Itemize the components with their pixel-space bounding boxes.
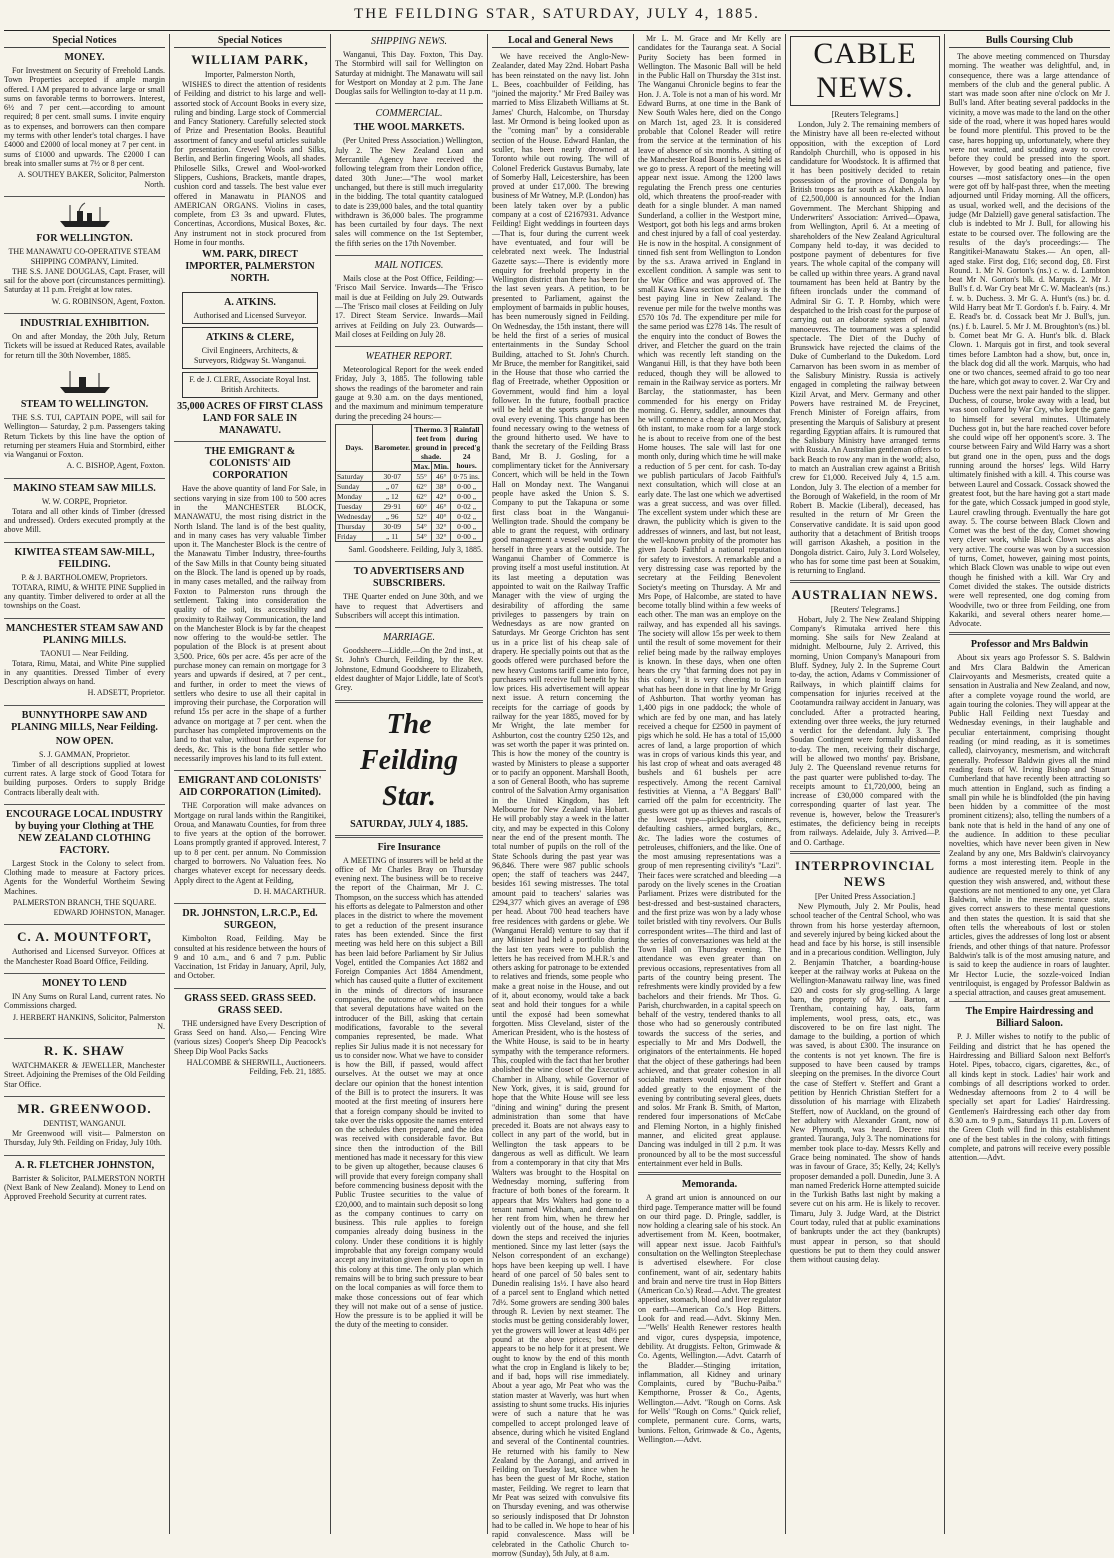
- clere-box: [182, 327, 318, 369]
- notice-title: DR. JOHNSTON, L.R.C.P., Ed. SURGEON,: [182, 908, 318, 932]
- divider: [174, 903, 326, 904]
- divider: [790, 580, 940, 583]
- table-cell: 30·09: [373, 521, 412, 531]
- section-body: Meteorological Report for the week ended Friday, July 3, 1885. The following table shows the readings of the barometer and rain gauge at 9.30 a.m. on the days mentioned, and the maximum and minimum temperature during the preceding 24 hours:—: [335, 365, 483, 421]
- steamer-illustration: [4, 367, 165, 395]
- table-cell: 42°: [432, 491, 451, 501]
- mountfort-notice: [4, 929, 165, 966]
- section-title: COMMERCIAL.: [375, 108, 443, 120]
- notice-body: Largest Stock in the Colony to select from. Clothing made to measure at Factory prices. Agents for the Wonderful Wortheim Sewing Machines.: [4, 858, 165, 896]
- park-notice: [174, 52, 326, 285]
- table-cell: 0·02 „: [451, 511, 483, 521]
- table-cell: 30·07: [373, 471, 412, 481]
- notice-signature: EDWARD JOHNSTON, Manager.: [53, 908, 165, 918]
- table-row: [336, 481, 483, 491]
- notice-title: MONEY TO LEND: [42, 977, 127, 989]
- table-cell: „ 11: [373, 531, 412, 541]
- notice-body: WISHES to direct the attention of residents of Feilding and district to his large and well-assorted stock of Account Books in every size, ruling and binding. Large stock of Commercial and Fancy Stationery. Carefully selected stock of Prize and Presentation Books. Beautiful assortment of fancy and useful articles suitable for presentation. Crewel Wools and Silks, Berlin, and Berlin fingering Wools, all shades. Philoselle Silks, Crewel and Wool-worked Slippers, Cushions, Brackets, mantle drapes, cushion cord and tassels. The best value ever offered in Manawatu in PIANOS and AMERICAN ORGANS. Violins in cases, complete, from £3 3s and upward. Flutes, Concertinas, Accordions, Musical Boxes, &c. Any instrument not in stock procured from Home in four months.: [174, 80, 326, 248]
- cable-news-banner: CABLE NEWS.: [790, 36, 940, 106]
- column-6: [786, 34, 944, 1534]
- column-2: [170, 34, 330, 1534]
- notice-title: C. A. MOUNTFORT,: [17, 929, 152, 945]
- divider: [4, 973, 165, 974]
- divider: [335, 700, 483, 703]
- section-title: Memoranda.: [681, 1179, 738, 1191]
- table-cell: Sunday: [336, 481, 373, 491]
- section-title: The Empire Hairdressing and Billiard Saloon.: [965, 1006, 1094, 1030]
- section-subtitle: [Reuters Telegrams.]: [831, 110, 899, 119]
- notice-title: WILLIAM PARK,: [191, 52, 309, 67]
- table-subheader: Min.: [433, 461, 449, 471]
- table-cell: 55°: [412, 471, 432, 481]
- banner-date: SATURDAY, JULY 4, 1885.: [350, 818, 468, 830]
- divider: [949, 1001, 1110, 1002]
- table-cell: 52°: [412, 511, 432, 521]
- column-heading: Special Notices: [4, 34, 165, 48]
- section-title: Professor and Mrs Baldwin: [970, 639, 1089, 651]
- marriage-notice: [335, 632, 483, 692]
- divider: [335, 627, 483, 628]
- notice-subtitle: Authorised and Licensed Surveyor.: [193, 311, 307, 321]
- notice-title: GRASS SEED. GRASS SEED. GRASS SEED.: [184, 992, 316, 1016]
- manchester-notice: [4, 623, 165, 698]
- money-notice: [4, 52, 165, 189]
- masthead-rule: [4, 30, 1110, 31]
- column-heading: Special Notices: [174, 34, 326, 48]
- section-signature: Saml. Goodsheere. Feilding, July 3, 1885.: [348, 544, 483, 554]
- notice-subtitle: Importer, Palmerston North,: [204, 70, 296, 79]
- notice-title: MAKINO STEAM SAW MILLS.: [13, 482, 156, 494]
- divider: [638, 1172, 781, 1175]
- table-cell: Friday: [336, 531, 373, 541]
- section-title: Fire Insurance: [377, 841, 441, 853]
- clothing-notice: [4, 809, 165, 917]
- table-cell: 40°: [432, 511, 451, 521]
- divider: [174, 441, 326, 442]
- notice-subtitle: THE MANAWATU CO-OPERATIVE STEAM SHIPPING COMPANY, Limited.: [8, 246, 161, 266]
- table-cell: 0·00 „: [451, 491, 483, 501]
- clere-sign-box: [182, 372, 318, 398]
- section-body: About six years ago Professor S. S. Baldwin and Mrs Clara Baldwin the American Clairvoyants and Mesmerists, created quite a sensation in Australia and New Zealand, and now, after a complete voyage round the world, are again touring the colonies. They will appear at the Public Hall Feilding next Tuesday and Wednesday evenings, in their laughable and peculiar entertainment, comprising thought reading (or mind reading, as it is sometimes called), clairvoyancy, mesmerism, and witchcraft generally. Professor Baldwin gives all the mind reading feats of W. Irving Bishop and Stuart Cumberland that have recently been attracting so much attention in England, such as finding a small pin while he is blindfolded (the pin having been hidden by a committee of the most prominent citizens); also, telling the numbers of a bank note that is held in the hand of any one of the audience. In addition to these peculiar novelties, which have never been given in New Zealand by any one, Mrs Baldwin's clairvoyancy forms a most interesting item. People in the audience are requested merely to think of any question they wish answered, and, without these questions are not mentioned to any one, yet Clara Baldwin, while in the mesmeric trance state, gives correct answers to these mental questions and then states the question. It is said that she often tells the whereabouts of lost or stolen articles, gives the addresses of long lost or absent friends, and other things of that nature. Professor Baldwin's talk is of the most amusing nature, and is said to keep the audience in roars of laughter. Mr Hector Lucie, the sozzle-voiced Indian ventriloquist, is engaged by Professor Baldwin as a special attraction, and causes great amusement.: [949, 653, 1110, 998]
- bunnythorpe-notice: [4, 710, 165, 797]
- notice-body: On and after Monday, the 20th July, Return Tickets will be issued at Reduced Rates, available for return till the 30th November, 1885.: [4, 332, 165, 360]
- notice-body: IN Any Sums on Rural Land, current rates. No Commissions charged.: [4, 991, 165, 1011]
- table-header: Thermo. 3 feet from ground in shade.: [412, 424, 451, 461]
- section-body: New Plymouth, July 2. Mr Poulis, head school teacher of the Central School, who was thrown from his horse yesterday afternoon, and severely injured by being kicked about the head and face by his horse, is still insensible and in a precarious condition. Wellington, July 2. Benjamin Thatcher, a boarding-house keeper at the railway works at Pukeaa on the Wellington-Manawatu railway line, was fined £20 and costs for sly grog-selling. A large barn, the property of Mr J. Barton, at Trentham, containing hay, oats, farm implements, wool press, oats, etc., was discovered to be on fire last night. The damage to the building, a portion of which was saved, is about £300. The insurance on the contents is not yet known. The fire is supposed to have been caused by tramps sleeping on the premises. In the divorce Court the case of Steffert v. Steffert and Grant a petition by Henrich Christian Steffert for a dissolution of his marriage with Elizabeth Steffert, now of Auckland, on the ground of her adultery with Alexander Grant, now of New Plymouth, was heard. Decree nisi granted. Tauranga, July 3. The nominations for member took place to-day. Messrs Kelly and Grace being nominated. The show of hands was in favour of Grace, 35; Kelly, 24; Kelly's proposer demanded a poll. Dunedin, June 3. A man named Frederick Horne attempted suicide in the Turkish Baths last night by making a severe cut on his arm. He is likely to recover. Timaru, July 3. Judge Ward, at the District Court today, ruled that at public examinations of bankrupts under the act they (bankrupts) must appear in person, so that should questions be put to them they could answer them without causing delay.: [790, 901, 940, 1265]
- notice-subtitle: DENTIST, WANGANUI.: [43, 1119, 126, 1129]
- divider: [335, 346, 483, 347]
- makino-notice: [4, 483, 165, 535]
- section-body: Mails close at the Post Office, Feilding:— 'Frisco Mail Service. Inwards—The 'Frisco mail is due at Feilding on July 29. Outwards—The 'Frisco mail closes at Feilding on July 17. Direct Steam Service. Inwards—Mail arrives at Feilding on July 23. Outwards—Mail closes at Feilding on July 28.: [335, 274, 483, 339]
- table-cell: 62°: [412, 481, 432, 491]
- notice-subtitle: NOW OPEN.: [55, 735, 114, 747]
- shipping-news: [335, 36, 483, 96]
- section-title: MARRIAGE.: [383, 632, 435, 644]
- notice-title: MONEY.: [64, 52, 105, 63]
- table-cell: 38°: [432, 481, 451, 491]
- notice-title: 35,000 ACRES OF FIRST CLASS LAND FOR SALE IN MANAWATU.: [177, 401, 323, 437]
- table-cell: Monday: [336, 491, 373, 501]
- notice-body: Totara, Rimu, Matai, and White Pine supplied in any quantities. Dressed Timber of every Description always on hand.: [4, 658, 165, 687]
- divider: [4, 542, 165, 543]
- divider: [949, 632, 1110, 635]
- table-cell: Wednesday: [337, 511, 372, 521]
- section-body: Hobart, July 2. The New Zealand Shipping Company's Rimutaka arrived here this morning. She sails for New Zealand at midnight. Melbourne, July 2. Arrived, this morning, Union Company's Manapouri from Bluff. Sydney, July 2. In the Supreme Court to-day, the action, Adams v Commissioner of Railways, in which plaintiff claims for compensation for injuries received at the Cootamundra railway accident in January, was concluded. After a protracted hearing, extending over three weeks, the jury returned a verdict for the defendant. July 3. The Soudan Contingent were formally disbanded to-day. The men, receiving their discharge, will be allowed two months' pay. Brisbane, July 2. The Queensland revenue returns for the past quarter were published to-day. The receipts amount to £1,720,000, being an increase of £30,000 compared with the corresponding quarter of last year. The revenue is, however, below the Treasurer's estimates, the deficiency being in receipts from railways. Adelaide, July 3. Arrived—P. and O. Carthage.: [790, 614, 940, 847]
- notice-signature: H. ADSETT, Proprietor.: [87, 688, 165, 698]
- table-cell: 32°: [432, 521, 451, 531]
- section-title: MAIL NOTICES.: [374, 260, 444, 272]
- grass-seed-notice: [174, 993, 326, 1077]
- notice-body: Mr Greenwood will visit— Palmerston on Thursday, July 9th. Feilding on Friday, July 10th.: [4, 1129, 165, 1148]
- table-subheader: Max.: [413, 461, 430, 471]
- commercial-section: [335, 108, 483, 248]
- column-4: [488, 34, 633, 1558]
- column-5: [634, 34, 785, 1534]
- page-masthead: THE FEILDING STAR, SATURDAY, JULY 4, 1885.: [354, 6, 760, 22]
- table-cell: Thursday: [336, 521, 373, 531]
- news-body: Mr L. M. Grace and Mr Kelly are candidates for the Tauranga seat. A Social Purity Society has been formed in Wellington. The Masonic Ball will be held in the Public Hall on Thursday the 31st inst. The Wanganui Chronicle begins to fear the Hon. J. A. Tole is not a man of his word. Mr Edward Burns, at one time in the Bank of New South Wales here, died on the Congo on March 1st, aged 23. It is considered probable that Colonel Reader will retire from the service at the termination of his leave of absence of six months. A sitting of the Manchester Road Board is being held as we go to press. A report of the meeting will appear next issue. Among the 1200 laws regulating the French press one centuries old, which threatens the proof-reader with death for a single blunder. A man named Sunderland, a collier in the Westport mine, Westport, got both his legs and arms broken and chest injured by a fall of coal yesterday. He is now in the hospital. A consignment of tinned fish sent from Wellington to London by the s.s. Arawa arrived in England in excellent condition. A sample was sent to the War Office and was approved of. The small Kawa Kawa section of railway is the best paying line in New Zealand. The revenue per mile for the twelve months was £570 10s 7d. The expenditure per mile for the same period was £278 14s. The result of the enquiry into the conduct of Bowes the driver, and Fletcher the guard on the train which was recently left standing on the Wanganui Hill, is that they have both been reduced, though they will be allowed to remain in the Railway service as porters. Mr Barclay, the stationmaster, has been commended for his energy on Friday morning. G. Henry, saddler, announces that he will commence a cheap sale on Monday, 6th instant, to make room for a large stock he is about to receive from one of the best Home houses. The sale will last for one month only, during which time he will make a reduction of 5 per cent. for cash. To-day we publish particulars of Jacob Faithful's next consultation, which will close at an early date. The last one which we advertised was a great success, and was over filled. The excellent system under which these are drawn, the publicity which is given to the addresses of winners, and last, but not least, the well-known probity of the promoter has given Jacob Faithful a national reputation for safety to investors. A remarkable and a very distressing case was reported by the secretary at the Feilding Benevolent Society's meeting on Thursday. A Mr and Mrs Pope, of Halcombe, are stated to have become totally blind within a few weeks of each other. The man was an employe on the railway, and has expended all his savings. The society will allow 15s per week to them until the result of some movement for their relief being made by the railway employes is known. In these days, when one often hears the cry "that farming does not pay in this colony," it is very cheering to learn what has been done in that line by Mr Grigg of Ashburton. That worthy yeoman has 1,400 pigs in one paddock; the whole of which are fed by one man, and has lately received a cheque for £2500 in payment of pigs which he sold. He has a total of 15,000 acres of land, a large proportion of which was in crops of various kinds this year, and his last crop of wheat and oats averaged 48 bushels and 61 bushels per acre respectively. Among the recent Carnival festivities at Vienna, a "A Beggars' Ball" carried off the palm for eccentricity. The guests were got up as thieves and rascals of the lowest type—pickpockets, coiners, defaulting cashiers, armed burglars, &c., &c. The ladies wore the costumes of petroleuses, chiffoniers, and the like. One of the most amusing representations was a group of men representing civility's "Lazi". Their faces were scratched and bleeding —a parody on the lively scenes in the Croatian Parliament. Prizes were distributed for the best-dressed and best-sustained characters, and the first prize was won by a lady whose toilet bristled with tiny revolvers. Our Bulls correspondent writes—The third and last of the series of conversaziones was held at the Town Hall on Thursday evening. The attendance was even greater than on previous occasions, representatives from all parts of the country being present. The refreshments were kindly provided by a few bachelors and their friends. Mr Thos. G. Parish, churchwarden, in a capital speech on behalf of the vestry, tendered thanks to all those who had so generously contributed towards the success of the series, and especially to Mr and Mrs Dodwell, the originators of the entertainments. He hoped that the object of these gatherings had been achieved, and that greater cohesion in all sociable matters would ensue. The choir added greatly to the enjoyment of the evening by contributing several glees, duets and solos. Mr Frank B. Smith, of Marton, rendered four impersonations of McCabe and Fleming Norton, in a highly finished manner, and elicited great applause. Dancing was indulged in till 2 p.m. It was pronounced by all to be the most successful entertainment ever held in Bulls.: [638, 34, 781, 1168]
- notice-body: THE S.S. JANE DOUGLAS, Capt. Fraser, will sail for the above port (circumstances permitting). Saturday at 11 p.m. Freight at low rates.: [4, 266, 165, 295]
- news-body: We have received the Anglo-New-Zealander, dated May 22nd. Hobart Pasha has been reinstated on the navy list. John L. Bees, coachbuilder of Feilding, has "joined the majority." Mr Fred Bailey was married to Miss Elizabeth Williams at St. James' Church, Halcombe, on Thursday last. Mr Ormond is being looked upon as the "coming man" by a considerable section of the House. Edward Hanlan, the sculler, has been nearly drowned at Toronto while out rowing. The will of Colonel Frederick Gustavus Burnaby, late of Somerby Hall, Leicestershire, has been proved at under £17,000. The brewing business of Mr Watney, M.P. (London) has been lately taken over by a public company at a cost of £2167931. Advance Feilding! Eight weddings in fourteen days—That is, four during the current week have eventuated, and four will be celebrated next week. The Industrial Gazette says:—There is evidently more enquiry for freehold property in the Wellington district than there has been for the last seven years. A petition, to be presented to Parliament, against the employment of barmaids in public houses, has been numerously signed in Feilding. On Wednesday, the 15th instant, there will be held the first of a series of musical entertainments in the Sunday School Building, attached to St. John's Church. Mr Bruce, the member for Rangitikei, said in the House that those who carried the flag of Freetrade, whether Opposition or Government, would find him a loyal follower. In the future, football practice will be held at the sports ground on the oval every evening. This change has been found necessary owing to the wetness of the ground hitherto used. We have to thank the secretary of the Feilding Brass Band, Mr B. J. Gosling, for a complimentary ticket for the Anniversary Concert, which will be held in the Town Hall on Monday next. The Wanganui people have asked the Union S. S. Company to put the Takapuna or some first class boat in the Wanganui-Wellington trade. Should the company be able to grant the request, with ordinary good management a vessel would pay for herself in three years at the outside. The Wanganui Chamber of Commerce is proving itself a most useful institution. At its last meeting a deputation was appointed to wait on the Railway Traffic Manager with the view of urging the desirability of affording the same privileges to passengers by train on Wednesdays as are now granted on Saturdays. Mr George Crichton has sent us in a price list of his cheap sale of drapery. He specially points out that as the goods offered were purchased before the new heavy Customs tariff came into force, purchasers will receive full benefit by his low prices. His advertisement will appear next issue. A return concerning the receipts for the carriage of goods by railway for the year 1885, moved for by Mr Wright, the late member for Ashburton, cost the country £250 12s, and was set worth the paper it was printed on. This is how the money of the country is wasted by Ministers to please a supporter or to pacify an opponent. Marshall Booth, a son of General Booth, who has supreme control of the Salvation Army organisation in the United Kingdom, has left Melbourne for New Zealand via Hobart. He will probably stay a week in the latter city, and may be expected in this Colony near the end of the present month. The total number of pupils on the roll of the State Schools during the past year was 96,846. There were 987 public schools open; the staff of teachers was 2447, besides 161 sewing mistresses. The total amount paid to teachers' salaries was £294,377 which gives an average of £98 per head. About 700 head teachers have free residences with gardens or glebe. We (Wanganui Herald) venture to say that if any Minister had held a portfolio during the last ten years were to publish the letters he has received from M.H.R.'s and others asking for patronage to be extended to relatives and friends, some people who make a great noise in the House, and out of it, about economy, would take a back seat and hold their tongues for a while until the exposé had been somewhat forgotten. Miss Cleveland, sister of the American President, who is the hostess of the White House, is said to be in hearty sympathy with the temperance reformers. This, coupled with the fact that her brother abolished the wine closet of the Executive Chamber in Albany, while Governor of New York, gives, it is said, ground for hope that the White House will see less "dining and wining" during the present administration than some that have preceded it. Boats are not always easy to collect in any part of the world, but in Wellington the task appears to be dangerous as well as difficult. We learn from a contemporary in that city that Mrs Walters was brought to the Hospital on Wednesday morning, suffering from fracture of both bones of the forearm. It appears that Mrs Walters had gone to a tenant named Wickham, and demanded her rent from him, when he threw her violently out of the house, and she fell down the steps and received the injuries mentioned. Since my last letter (says the Nelson correspondent of an exchange) hops have been keeping up well. I have heard of one parcel of 50 bales sent to Dunedin realising 1s½. I have also heard of a parcel sent to England which netted 7d½. Some growers are sending 300 bales through R. Levien by next steamer. The stocks must be getting considerably lower, yet the growers will lower at least 4d½ per pound at the above prices; but there appears to be no help for it at present. We ought to know by the end of this month what the crop in England is likely to be; and if bad, hops will rise immediately. About a year ago, Mr Peat who was the station master at Waverly, was hurt when assisting to shunt some trucks. His injuries were of such a nature that he was compelled to accept prolonged leave of absence, during which he visited England and several of the Continental countries. He returned with his family to New Zealand by the Aorangi, and arrived in Feilding on Tuesday last, since when he has been the guest of Mr Roche, station master, Feilding. We regret to learn that Mr Peat was seized with convulsive fits on Thursday evening, and was otherwise so seriously indisposed that Dr Johnston had to be called in. We hope to hear of his rapid convalescence. Mass will be celebrated in the Catholic Church to-morrow (Sunday), 5th July, at 8 a.m.: [492, 52, 629, 1558]
- table-cell: 46°: [432, 471, 451, 481]
- table-cell: 54°: [412, 521, 432, 531]
- kiwitea-notice: [4, 547, 165, 611]
- notice-title: BUNNYTHORPE SAW AND PLANING MILLS, Near Feilding.: [11, 709, 158, 733]
- divider: [4, 804, 165, 805]
- notice-body: Have the above quantity of land For Sale, in sections varying in size from 100 to 500 acres in the MANCHESTER BLOCK, MANAWATU, the most rising district in the North Island. The land is of the best quality, and in many cases has very valuable Timber upon it. The Manchester Block is the centre of the Manawatu Timber Industry, three-fourths of the Saw Mills in that County being situated on the Block. The land is opened up by roads, in many cases metalled, and the railway from Foxton to Palmerston runs through the settlement. Taking into consideration the quality of the soil, its accessibility and proximity to Railway Communication, the land on the Manchester Block is by far the cheapest now offering to the would-be settler. The population of the Block is at present about 3,500. Price, 60s per acre. 45s per acre of the purchase money can remain on mortgage for 3 years and upwards if desired, at 7 per cent., and further, in order to meet the views of settlers who desire to use all their capital in improving their purchase, the Corporation will refund 15s per acre in the shape of a further advance on mortgage at 7 per cent. when the purchaser has completed improvements on the land to that value, without further expense for deeds, &c. This is the bona fide settler who necessarily improves his land to its full extent.: [174, 484, 326, 763]
- notice-subtitle: TAONUI — Near Feilding.: [40, 648, 129, 658]
- notice-title: ATKINS & CLERE,: [206, 332, 294, 344]
- notice-body: Barrister & Solicitor, PALMERSTON NORTH (Next Bank of New Zealand). Money to Lend on Approved Freehold Security at current rates.: [4, 1173, 165, 1202]
- section-title: Bulls Coursing Club: [949, 34, 1110, 48]
- divider: [4, 478, 165, 479]
- notice-subtitle: Civil Engineers, Architects, & Surveyors, Ridgway St. Wanganui.: [193, 346, 307, 366]
- table-header: Barometer.: [373, 424, 412, 471]
- divider: [174, 770, 326, 771]
- table-row: [336, 491, 483, 501]
- table-cell: 0·00 „: [451, 521, 483, 531]
- table-cell: 32°: [432, 531, 451, 541]
- table-row: [336, 531, 483, 541]
- exhibition-notice: [4, 318, 165, 360]
- section-body: A grand art union is announced on our third page. Temperance matter will be found on our third page. D. Pringle, saddler, is now holding a clearing sale of his stock. An advertisement from M. Keen, bootmaker, will appear next issue. Jacob Faithful's consultation on the Wellington Steeplechase is advertised elsewhere. For close confinement, want of air, sedentary habits and brain and nerve tire trust in Hop Bitters (American Co.'s) Read.—Advt. The greatest appetiser, stomach, blood and liver regulator on earth—American Co.'s Hop Bitters. Look for and read.—Advt. Skinny Men.—"Wells' Health Renewer restores health and vigor, cures dyspepsia, impotence, debility. At druggists. Felton, Grimwade & Co. Agents, Wellington.—Advt. Catarrh of the Bladder.—Stinging irritation, inflammation, all Kidney and urinary Complaints, cured by "Buchu-Paiba." Kempthorne, Prosser & Co., Agents, Wellington.—Advt. "Rough on Corns. Ask for Wells' "Rough on Corns." Quick relief, complete, permanent cure. Corns, warts, bunions. Felton, Grimwade & Co., Agents, Wellington.—Advt.: [638, 1193, 781, 1444]
- section-title: INTERPROVINCIAL NEWS: [795, 857, 935, 889]
- notice-body: Timber of all descriptions supplied at lowest current rates. A large stock of Good Totara for building purposes. Orders to supply Bridge Contracts liberally dealt with.: [4, 759, 165, 797]
- notice-subtitle: THE EMIGRANT & COLONISTS' AID CORPORATION: [204, 446, 296, 482]
- column-7: [945, 34, 1114, 1534]
- notice-body: THE undersigned have Every Description of Grass Seed on hand. Also,— Fencing Wire (various sizes) Cooper's Sheep Dip Peacock's Sheep Dip Wool Packs Sacks: [174, 1018, 326, 1056]
- notice-title: R. K. SHAW: [44, 1043, 125, 1059]
- table-cell: 0·00 „: [451, 481, 483, 491]
- atkins-box: [182, 292, 318, 324]
- section-body: The above meeting commenced on Thursday morning. The weather was delightful, and, in consequence, there was a large attendance of members of the club and the general public. A start was made soon after nine o'clock on Mr J. Bull's land. After beating several paddocks in the vicinity, a move was made to the land on the other side of the road, where it was hoped hares would be found more plentiful. This proved to be the case, hares hopping up, unfortunately, where they were not wanted, and scudding away to cover before they could be pressed into the sport. However, by good beating and patience, five courses —most satisfactory ones—in the open were got off by half-past three, when the meeting adjourned until Friday morning. All the officers, as usual, worked well, and the decisions of the judge (Mr Dalziell) gave general satisfaction. The club is indebted to Mr J. Bull, for allowing his estate to be coursed over. The following are the results of the day's proceedings:— The Rangitikei-Manawatu Stakes.— An open, all-aged stake. First dog, £16; second dog, £8. First Round. 1. Mr N. Gorton's (ns.) c. w. d. Lambton beat Mr N. Gorton's blk. d. Marquis. 2. Mr J. Bull's f. d. War Cry beat Mr C. W. Maclean's (ns.) f. w. b. Duchess. 3. Mr G. A. Hunt's (ns.) br. d. Wild Harry beat Mr T. Gordon's f. b. Fairy. 4. Mr E. Read's br. d. Cossack beat Mr J. Bull's, jun. (ns.) f. b. Laurel. 5. Mr J. M. Broughton's (ns.) bl. b. Comet beat Mr G. A. Hunt's blk. d. Black Clown. 1. Marquis got in first, and took several times before Lambton had a show, but, once in, the black dog did all the work. Marquis, who had one or two chances, seemed afraid to go too near the hare, which got away to cover. 2. War Cry and Duchess were the next pair handed to the slipper. Duchess, of course, broke away with a lead, but was soon collared by War Cry, who kept the game to himself for several minutes. Ultimately Duchess got in, but the hare reached cover before she could wipe off her opponent's score. 3. The course between Fairy and Wild Harry was a short but grand one in the open, puss and the dogs running around the horses' legs. Wild Harry ultimately finished with a kill. 4. This course was between Laurel and Cossack. Cossack showed the greatest foot, but the hare having got a start made for the gate, which Cossack jumped in good style, Laurel crawling through. Eventually the hare got away. 5. The course between Black Clown and Comet was the best of the day, Comet showing very clever work, while Black Clown was also very active. The course was won by a succession of turns, Comet, however, gaining most points, which Black Clown was unable to wipe out even though he finished with a kill. War Cry and Comet divided the stakes. The outside districts were well represented, one dog coming from Woodville, two or three from Feilding, one from Kakariki, and several others nearer home.—Advocate.: [949, 52, 1110, 629]
- notice-body: Authorised and Licensed Surveyor. Offices at the Manchester Road Board Office, Feilding.: [4, 947, 165, 966]
- table-row: [336, 511, 483, 521]
- shaw-notice: [4, 1043, 165, 1089]
- divider: [4, 618, 165, 619]
- notice-body: THE S.S. TUI, CAPTAIN POPE, will sail for Wellington— Saturday, 2 p.m. Passengers taking Return Tickets by this line have the option of returning per steamers Huia and Stormbird, either via Wanganui or Foxton.: [4, 412, 165, 460]
- notice-signature: A. SOUTHEY BAKER, Solicitor, Palmerston North.: [17, 170, 165, 189]
- column-3: [331, 34, 487, 1534]
- table-cell: Tuesday: [336, 501, 373, 511]
- notice-signature: F. de J. CLERE, Associate Royal Inst. British Architects.: [189, 375, 311, 395]
- mail-notices: [335, 260, 483, 339]
- notice-title: A. ATKINS.: [224, 297, 276, 309]
- column-heading: Local and General News: [492, 34, 629, 48]
- divider: [335, 561, 483, 562]
- section-body: Goodsheere—Liddle.—On the 2nd inst., at St. John's Church, Feilding, by the Rev. Johnstone, Edmund Goodsheere to Elizabeth, eldest daughter of Major Liddle, late of Scot's Grey.: [335, 646, 483, 693]
- table-cell: „ 07: [373, 481, 412, 491]
- notice-body: For Investment on Security of Freehold Lands. Town Properties accepted if ample margin offered. I AM prepared to advance large or small sums on favorable terms to borrowers. Interest, 6½ and 7 per cent.—according to amount required; 8 per cent. small sums. I invite enquiry as to expenses, and borrowers can then compare my terms with other lender's total charges. I have £4000 and £2000 of local money at 7 per cent. in sums of £1000 and upwards. The £2000 I can break into smaller sums at 7½ or 8 per cent.: [4, 66, 165, 168]
- notice-signature: WM. PARK, DIRECT IMPORTER, PALMERSTON NORTH.: [185, 249, 315, 285]
- table-cell: 29·91: [373, 501, 412, 511]
- corporation-notice: [174, 775, 326, 896]
- divider: [4, 1038, 165, 1039]
- notice-title: A. R. FLETCHER JOHNSTON,: [14, 1159, 155, 1171]
- table-cell: 0·02 „: [451, 501, 483, 511]
- divider: [335, 103, 483, 104]
- table-row: [336, 521, 483, 531]
- notice-body: Totara and all other kinds of Timber (dressed and undressed). Orders executed promptly at the above Mill.: [4, 506, 165, 535]
- section-title: TO ADVERTISERS AND SUBSCRIBERS.: [353, 566, 465, 590]
- ship-icon: [55, 201, 115, 229]
- section-subtitle: [Reuters' Telegrams.]: [830, 604, 900, 614]
- table-cell: 54°: [412, 531, 432, 541]
- divider: [335, 255, 483, 256]
- divider: [174, 988, 326, 989]
- section-body: Wanganui, This Day. Foxton, This Day. The Stormbird will sail for Wellington on Saturday at midnight. The Manawatu will sail for Westport on Monday at 2 p.m. The Jane Douglas sails for Wellington to-day at 11 p.m.: [335, 50, 483, 97]
- section-body: (Per United Press Association.) Wellington, July 2. The New Zealand Loan and Mercantile Agency have received the following telegram from their London office, dated 30th June:—"The wool market unchanged, but there is still much irregularity in the bidding. The total quantity catalogued to date is 239,000 bales, and the total quantity withdrawn is 36,000 bales. The programme has been curtailed by four days. The next sales will commence on the 1st September, the fifth series on the 17th November.: [335, 136, 483, 248]
- weather-table-body: [336, 471, 483, 541]
- advertisers-notice: [335, 566, 483, 620]
- section-subtitle: [Per United Press Association.]: [815, 891, 915, 901]
- divider: [4, 313, 165, 314]
- notice-signature: D. H. MACARTHUR.: [253, 886, 326, 896]
- notice-title: STEAM TO WELLINGTON.: [20, 398, 149, 410]
- notice-title: ENCOURAGE LOCAL INDUSTRY by buying your Clothing at THE NEW ZEALAND CLOTHING FACTORY.: [6, 808, 163, 856]
- lend-notice: [4, 978, 165, 1031]
- weather-table: [335, 424, 483, 542]
- section-title: SHIPPING NEWS.: [370, 36, 448, 47]
- steamer-illustration: [4, 201, 165, 229]
- table-cell: „ 96: [373, 511, 412, 521]
- notice-subtitle: W. W. CORPE, Proprietor.: [41, 496, 128, 506]
- notice-title: KIWITEA STEAM SAW-MILL, FEILDING.: [14, 546, 155, 570]
- table-cell: Saturday: [336, 471, 373, 481]
- table-header: Days.: [336, 424, 373, 471]
- divider: [4, 924, 165, 925]
- table-cell: 0·75 ins.: [451, 471, 483, 481]
- table-cell: „ 12: [373, 491, 412, 501]
- notice-subtitle: PALMERSTON BRANCH, THE SQUARE.: [12, 898, 157, 908]
- steam-notice: [4, 399, 165, 471]
- notice-subtitle: P. & J. BARTHOLOMEW, Proprietors.: [21, 572, 148, 582]
- table-row: [336, 471, 483, 481]
- column-1: [0, 34, 169, 1534]
- fire-insurance-article: [335, 842, 483, 1330]
- notice-signature: J. HERBERT HANKINS, Solicitor, Palmerston N.: [12, 1012, 165, 1031]
- notice-title: FOR WELLINGTON.: [36, 232, 133, 244]
- divider: [4, 705, 165, 706]
- greenwood-notice: [4, 1101, 165, 1148]
- fletcher-johnston-notice: [4, 1160, 165, 1202]
- notice-signature: W. G. ROBINSON, Agent, Foxton.: [51, 296, 165, 306]
- divider: [4, 1096, 165, 1097]
- ship-icon: [55, 367, 115, 395]
- section-title: AUSTRALIAN NEWS.: [791, 586, 939, 602]
- table-cell: 0·00 „: [451, 531, 483, 541]
- dr-johnston-notice: [174, 908, 326, 980]
- notice-body: THE Corporation will make advances on Mortgage on rural lands within the Rangitikei, Oroua, and Manawatu Counties, for from three to five years at the option of the borrower. Loans promptly granted if approved. Interest, 7 up to 8 per cent. per annum. No Commission charged to borrowers. No Valuation fees. No charges whatever except for necessary deeds. Apply direct to the Agent at Feilding,: [174, 801, 326, 885]
- divider: [4, 196, 165, 197]
- section-title: WEATHER REPORT.: [365, 351, 453, 363]
- divider: [335, 835, 483, 838]
- table-cell: 60°: [412, 501, 432, 511]
- table-header: Rainfall during preced'g 24 hours.: [451, 424, 483, 471]
- land-notice: [174, 401, 326, 763]
- notice-body: WATCHMAKER & JEWELLER, Manchester Street. Adjoining the Premises of the Old Feilding Star Office.: [4, 1061, 165, 1089]
- notice-signature: S. J. GAMMAN, Proprietor.: [39, 749, 130, 759]
- table-cell: 62°: [412, 491, 432, 501]
- notice-title: EMIGRANT AND COLONISTS' AID CORPORATION (Limited).: [178, 775, 322, 799]
- notice-body: Kimbolton Road, Feilding. May be consulted at his residence between the hours of 9 and 10 a.m., and 6 and 7 p.m. Public Vaccination, 1st Friday in January, April, July, and October.: [174, 934, 326, 981]
- notice-title: MANCHESTER STEAM SAW AND PLANING MILLS.: [5, 622, 164, 646]
- notice-signature: A. C. BISHOP, Agent, Foxton.: [66, 461, 165, 471]
- newspaper-banner: The Feilding Star.: [359, 708, 458, 812]
- divider: [790, 851, 940, 854]
- section-body: P. J. Miller wishes to notify to the public of Feilding and district that he has opened the Hairdressing and Billiard Saloon next Belfort's Hotel. Pipes, tobacco, cigars, cigarettes, &c., of all kinds kept in stock. Ladies' hair work and combings of all descriptions worked to order. Wednesday afternoons from 2 to 4 will be specially set apart for Ladies' Hairdressing. Gentlemen's Hairdressing each other day from 8.30 a.m. to 9 p.m., Saturdays 11 p.m. Lovers of the Green Cloth will find in this establishment one of the best tables in the colony, with fittings complete, and patrons will receive every possible attention.—Advt.: [949, 1032, 1110, 1163]
- section-body: THE Quarter ended on June 30th, and we have to request that Advertisers and Subscribers will accept this intimation.: [335, 592, 483, 620]
- weather-report: [335, 351, 483, 554]
- table-row: [336, 501, 483, 511]
- section-body: London, July 2. The remaining members of the Ministry have all been re-elected without opposition, with the exception of Lord Randolph Churchill, who is opposed in his candidature for Woodstock. It is affirmed that it has been positively decided to retain possession of the province of Dongola by British troops as far south as Akaheh. A loan of £2,500,000 is announced for the Indian Government. The Merchant Shipping and Underwriters' Association: Arrived—Opawa, from Wellington, April 6. At a meeting of shareholders of the New Zealand Agricultural Company held to-day, it was decided to postpone payment of debentures for five years. The whole capital of the company will be called up within three years. A grand naval tournament has been held at Bantry by the fifteen ironclads under the command of Admiral Sir G. T. P. Hornby, which were despatched to the Irish coast for the purpose of carrying out an elaborate system of naval manoeuvres. The tournament was a splendid spectacle. The Diet of the Duchy of Brunswick have rejected the claims of the Duke of Cumberland to the Dukedom. Lord Carnarvon has been sworn in as member of the Salisbury Ministry. Russia is actively engaged in completing the railway between Kizil Arvat, and Merv. Germany and other Powers have restrained M. de Freycinet, French Minister of Foreign affairs, from presenting the Marquis of Salisbury at present regarding Egyptian affairs. It is rumoured that the Salisbury Ministry have arranged terms with Russia. An Australian gentleman offers to back Beach to row any man in the world; also, to match an Australian crew against a British crew for £1,000. Received July 4, 1.5 a.m. London, July 3. The election of a member for the Borough of Wakefield, in the room of Mr Robert B. Mackie (Liberal), deceased, has resulted in the return of Mr Green the Conservative candidate. It is said upon good authority that a detachment of British troops will garrison Akasheh, a position in the Dongola district. Cairo, July 3. Lord Wolseley, who has for some time past been at Souakim, is returning to England.: [790, 120, 940, 576]
- divider: [4, 1155, 165, 1156]
- wellington-notice: [4, 233, 165, 306]
- notice-title: INDUSTRIAL EXHIBITION.: [20, 318, 149, 330]
- notice-signature: HALCOMBE & SHERWILL, Auctioneers. Feilding, Feb. 21, 1885.: [186, 1057, 326, 1077]
- section-body: A MEETING of insurers will be held at the office of Mr Charles Bray on Thursday evening next. The business will be to receive the report of the Chairman, Mr J. C. Thompson, on the success which has attended his efforts as delegate to Palmerston and other places in the district to where the movement to get a reduction of the present insurance rates has been extended. Since the first meeting was held here on this subject a Bill has been laid before Parliament by Sir Julius Vogel, entitled the Companies Act 1882 and Foreign Companies Act 1884 Amendment, which has caused quite a flutter of excitement in the minds of directors of insurance companies, the outcome of which has been that several deputations have waited on the introducer of the Bill, asking that certain modifications, favorable to the several companies represented, be made. What replies Sir Julius made it is not necessary for us to consider now. What we have to consider is how the Bill, if passed, would affect ourselves. At the outset we may at once declare our opinion that the honest intention of the Bill is to protect the insurers. It was mooted at the first meeting of insurers here that a foreign company should be invited to take over the risks opposite the names entered on the schedules then prepared, and the idea was received with considerable favor. But since then the introduction of the Bill mentioned has made it necessary for this view to be given up altogether, because clauses 6 will provide that every foreign company shall before commencing business deposit with the Public Trustee securities to the value of £20,000, and to maintain such deposit so long as the company continues to carry on business. This rule applies to foreign companies already doing business in the colony. Under these conditions it is highly improbable that any foreign company would accept any invitation given from us to open in this colony at this time. The only plan which remains will be to bring such pressure to bear on the local companies as will force them to make those concessions out of fear which they will not make out of a sense of justice. How the pressure is to be applied it will be the duty of the meeting to consider.: [335, 855, 483, 1330]
- notice-body: TOTARA, RIMU, & WHITE PINE Supplied in any quantity. Timber delivered to order at all the townships on the Coast.: [4, 582, 165, 611]
- table-cell: 46°: [432, 501, 451, 511]
- notice-title: MR. GREENWOOD.: [17, 1101, 152, 1117]
- section-subtitle: THE WOOL MARKETS.: [353, 122, 465, 134]
